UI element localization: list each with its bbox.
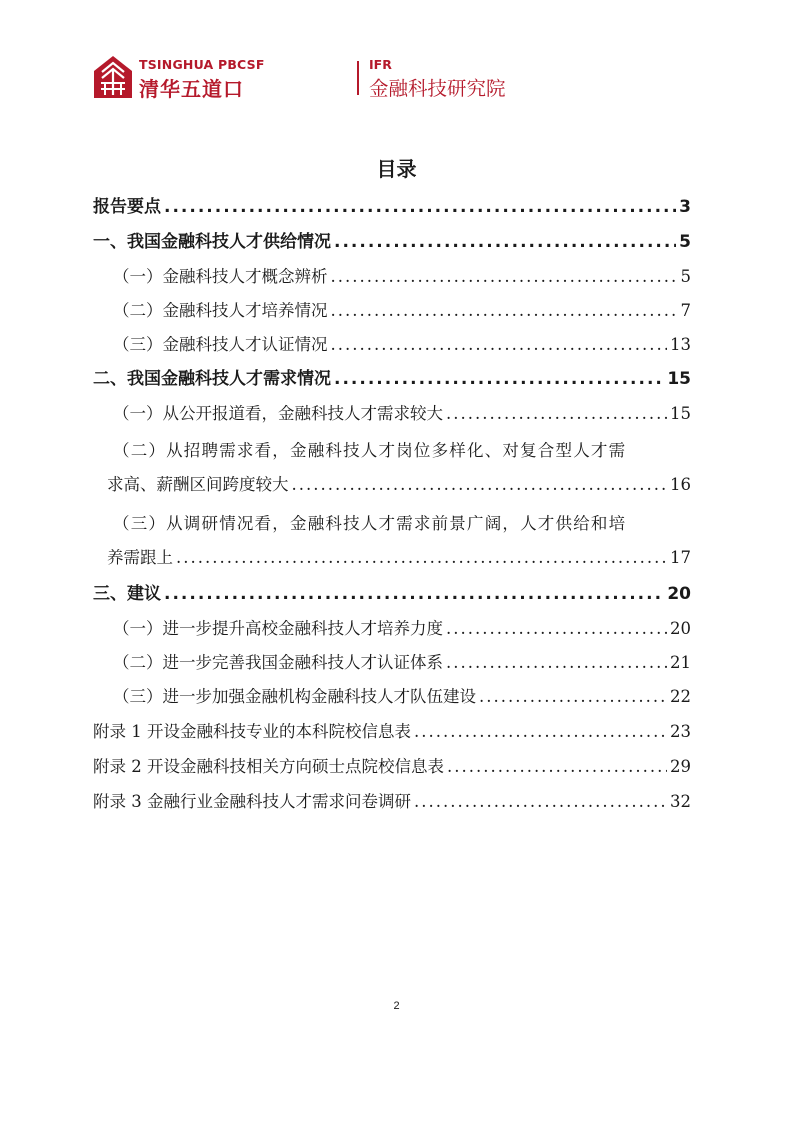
toc-leader [446, 646, 667, 680]
toc-entry-appendix-2[interactable] [93, 749, 691, 784]
toc-entry-page: 3 [679, 197, 691, 217]
logo-chinese-text: 清华五道口 [139, 77, 244, 101]
toc-entry-title: （一）金融科技人才概念辨析 [113, 267, 328, 286]
toc-entry-2-1[interactable] [93, 397, 691, 431]
toc-leader [176, 541, 667, 575]
toc-leader [331, 328, 668, 362]
toc-leader [164, 190, 676, 225]
toc-entry-title-line1: （二）从招聘需求看，金融科技人才岗位多样化、对复合型人才需 [113, 441, 627, 460]
toc-entry-title: （一）从公开报道看，金融科技人才需求较大 [113, 404, 443, 423]
toc-entry-title: 附录 3 金融行业金融科技人才需求问卷调研 [93, 792, 411, 811]
toc-entry-title: （一）进一步提升高校金融科技人才培养力度 [113, 619, 443, 638]
toc-entry-page: 7 [680, 301, 691, 320]
toc-entry-title: 二、我国金融科技人才需求情况 [93, 369, 331, 389]
tsinghua-pbcsf-logo-icon [93, 55, 133, 99]
toc-leader [447, 749, 667, 784]
toc-entry-chapter-1[interactable] [93, 225, 691, 260]
toc-entry-page: 20 [667, 584, 691, 604]
toc-leader [331, 294, 678, 328]
toc-leader [334, 362, 664, 397]
toc-title: 目录 [376, 157, 417, 181]
toc-entry-title: （三）金融科技人才认证情况 [113, 335, 328, 354]
toc-entry-page: 15 [667, 369, 691, 389]
toc-entry-title: 附录 1 开设金融科技专业的本科院校信息表 [93, 722, 411, 741]
toc-entry-chapter-2[interactable] [93, 362, 691, 397]
toc-entry-1-2[interactable] [93, 294, 691, 328]
toc-entry-3-3[interactable] [93, 680, 691, 714]
toc-entry-title-line2: 养需跟上 [107, 548, 173, 567]
toc-entry-page: 15 [670, 404, 691, 423]
header [93, 55, 506, 101]
toc-entry-title: 附录 2 开设金融科技相关方向硕士点院校信息表 [93, 757, 444, 776]
table-of-contents [93, 190, 691, 819]
toc-leader [479, 680, 667, 714]
ifr-chinese-text: 金融科技研究院 [369, 77, 506, 100]
toc-entry-page: 32 [670, 792, 691, 811]
toc-entry-3-2[interactable] [93, 646, 691, 680]
toc-entry-page: 23 [670, 722, 691, 741]
logo-divider [357, 61, 359, 95]
toc-entry-page: 20 [670, 619, 691, 638]
toc-entry-page: 5 [679, 232, 691, 252]
toc-leader [331, 260, 678, 294]
toc-leader [414, 714, 667, 749]
toc-entry-page: 13 [670, 335, 691, 354]
toc-entry-page: 5 [680, 267, 691, 286]
logo-english-text: TSINGHUA PBCSF [139, 57, 265, 72]
toc-entry-chapter-3[interactable] [93, 577, 691, 612]
toc-entry-page: 21 [670, 653, 691, 672]
toc-entry-1-3[interactable] [93, 328, 691, 362]
ifr-english-text: IFR [369, 57, 392, 72]
toc-entry-1-1[interactable] [93, 260, 691, 294]
toc-leader [334, 225, 676, 260]
toc-entry-title: （二）进一步完善我国金融科技人才认证体系 [113, 653, 443, 672]
toc-entry-title: （二）金融科技人才培养情况 [113, 301, 328, 320]
toc-entry-key-points[interactable] [93, 190, 691, 225]
toc-entry-title: 三、建议 [93, 584, 161, 604]
toc-entry-page: 29 [670, 757, 691, 776]
toc-leader [446, 612, 667, 646]
toc-entry-title: 一、我国金融科技人才供给情况 [93, 232, 331, 252]
toc-entry-appendix-1[interactable] [93, 714, 691, 749]
toc-entry-2-3[interactable] [93, 504, 691, 577]
toc-leader [414, 784, 667, 819]
toc-leader [292, 468, 668, 502]
toc-entry-2-2[interactable] [93, 431, 691, 504]
toc-entry-3-1[interactable] [93, 612, 691, 646]
toc-entry-title: （三）进一步加强金融机构金融科技人才队伍建设 [113, 687, 476, 706]
toc-entry-title-line2: 求高、薪酬区间跨度较大 [107, 475, 289, 494]
toc-entry-page: 16 [670, 475, 691, 494]
toc-entry-page: 17 [670, 548, 691, 567]
toc-entry-page: 22 [670, 687, 691, 706]
toc-entry-title: 报告要点 [93, 197, 161, 217]
toc-leader [164, 577, 664, 612]
toc-entry-title-line1: （三）从调研情况看，金融科技人才需求前景广阔，人才供给和培 [113, 514, 627, 533]
toc-leader [446, 397, 667, 431]
page-number: 2 [393, 1000, 400, 1012]
toc-entry-appendix-3[interactable] [93, 784, 691, 819]
